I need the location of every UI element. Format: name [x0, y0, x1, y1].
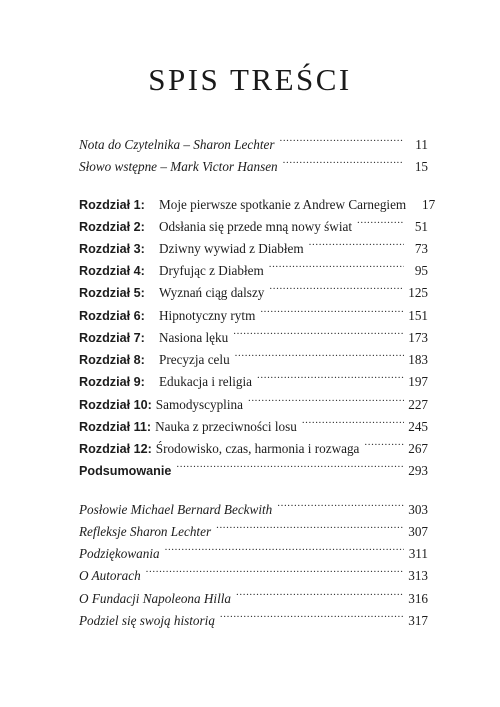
- chapter-title: Odsłania się przede mną nowy świat: [159, 219, 352, 234]
- toc-entry-title: Podsumowanie: [79, 464, 172, 478]
- chapter-title: Samodyscyplina: [155, 397, 243, 412]
- page-title: SPIS TREŚCI: [148, 62, 352, 97]
- toc-entry-chapter[interactable]: [79, 275, 428, 300]
- chapter-label: Rozdział 9:: [79, 375, 145, 389]
- toc-page-number: 73: [414, 241, 428, 256]
- toc-entry-summary[interactable]: [79, 453, 428, 478]
- toc-entry-title: Podziel się swoją historią: [79, 613, 215, 628]
- toc-entry-title: Posłowie Michael Bernard Beckwith: [79, 502, 273, 517]
- toc-leader-dots: [236, 581, 404, 603]
- toc-page-number: 17: [422, 197, 436, 212]
- toc-leader-dots: [364, 431, 404, 453]
- toc-page-number: 197: [408, 374, 428, 389]
- toc-entry-title: Słowo wstępne – Mark Victor Hansen: [79, 159, 278, 174]
- toc-page-number: 307: [408, 524, 428, 539]
- toc-entry-back[interactable]: [79, 581, 428, 606]
- toc-page-number: 151: [408, 308, 428, 323]
- toc-entry-back[interactable]: [79, 536, 428, 561]
- toc-page-number: 267: [408, 441, 428, 456]
- toc-page-number: 313: [408, 568, 428, 583]
- toc-leader-dots: [235, 342, 404, 364]
- toc-leader-dots: [248, 387, 404, 409]
- toc-leader-dots: [277, 492, 404, 514]
- toc-entry-chapter[interactable]: [79, 431, 428, 456]
- toc-leader-dots: [216, 514, 404, 536]
- toc-leader-dots: [165, 536, 404, 558]
- chapter-label: Rozdział 4:: [79, 264, 145, 278]
- toc-entry-back[interactable]: [79, 558, 428, 583]
- toc-page-number: 11: [415, 137, 428, 152]
- toc-leader-dots: [309, 231, 404, 253]
- toc-entry-chapter[interactable]: [79, 253, 428, 278]
- toc-entry-chapter[interactable]: [79, 231, 428, 256]
- toc-leader-dots: [302, 409, 404, 431]
- toc-entry-title: Nota do Czytelnika – Sharon Lechter: [79, 137, 275, 152]
- toc-leader-dots: [269, 275, 404, 297]
- chapter-title: Nasiona lęku: [159, 330, 229, 345]
- chapter-label: Rozdział 8:: [79, 353, 145, 367]
- toc-page-number: 15: [414, 159, 428, 174]
- toc-page-number: 227: [408, 397, 428, 412]
- toc-leader-dots: [357, 209, 404, 231]
- chapter-title: Edukacja i religia: [159, 374, 253, 389]
- toc-entry-title: O Autorach: [79, 568, 141, 583]
- chapter-label: Rozdział 12:: [79, 442, 152, 456]
- toc-page-number: 316: [408, 591, 428, 606]
- toc-entry-back[interactable]: [79, 514, 428, 539]
- toc-page-number: 293: [408, 463, 428, 478]
- chapter-title: Dryfując z Diabłem: [159, 263, 264, 278]
- toc-page-number: 245: [408, 419, 428, 434]
- toc-entry-chapter[interactable]: [79, 364, 428, 389]
- toc-page-number: 51: [414, 219, 428, 234]
- toc-entry-back[interactable]: [79, 603, 428, 628]
- toc-entry-front[interactable]: [79, 149, 428, 174]
- chapter-title: Środowisko, czas, harmonia i rozwaga: [155, 441, 360, 456]
- toc-page-number: 173: [408, 330, 428, 345]
- toc-entry-chapter[interactable]: [79, 298, 428, 323]
- toc-page-number: 311: [408, 546, 428, 561]
- toc-entry-back[interactable]: [79, 492, 428, 517]
- toc-entry-chapter[interactable]: [79, 320, 428, 345]
- toc-entry-title: Podziękowania: [79, 546, 160, 561]
- toc-entry-front[interactable]: [79, 127, 428, 152]
- chapter-label: Rozdział 2:: [79, 220, 145, 234]
- toc-leader-dots: [233, 320, 404, 342]
- toc-page-number: 317: [408, 613, 428, 628]
- toc-entry-chapter[interactable]: [79, 387, 428, 412]
- toc-leader-dots: [220, 603, 404, 625]
- toc-leader-dots: [257, 364, 404, 386]
- toc-leader-dots: [269, 253, 404, 275]
- toc-leader-dots: [176, 453, 404, 475]
- chapter-title: Hipnotyczny rytm: [159, 308, 256, 323]
- toc-page-number: 95: [414, 263, 428, 278]
- chapter-label: Rozdział 3:: [79, 242, 145, 256]
- toc-entry-chapter[interactable]: [79, 342, 428, 367]
- chapter-title: Wyznań ciąg dalszy: [159, 285, 265, 300]
- chapter-label: Rozdział 5:: [79, 286, 145, 300]
- chapter-title: Precyzja celu: [159, 352, 230, 367]
- toc-leader-dots: [283, 149, 404, 171]
- chapter-label: Rozdział 1:: [79, 198, 145, 212]
- chapter-label: Rozdział 10:: [79, 398, 152, 412]
- toc-page-number: 125: [408, 285, 428, 300]
- chapter-label: Rozdział 6:: [79, 309, 145, 323]
- toc-page-number: 183: [408, 352, 428, 367]
- chapter-label: Rozdział 7:: [79, 331, 145, 345]
- toc-entry-chapter[interactable]: [79, 209, 428, 234]
- toc-entry-chapter[interactable]: [79, 187, 436, 212]
- chapter-label: Rozdział 11:: [79, 420, 152, 434]
- toc-entry-title: Refleksje Sharon Lechter: [79, 524, 212, 539]
- toc-entry-title: O Fundacji Napoleona Hilla: [79, 591, 232, 606]
- toc-leader-dots: [279, 127, 404, 149]
- toc-page-number: 303: [408, 502, 428, 517]
- toc-entry-chapter[interactable]: [79, 409, 428, 434]
- toc-leader-dots: [260, 298, 404, 320]
- chapter-title: Nauka z przeciwności losu: [155, 419, 297, 434]
- chapter-title: Moje pierwsze spotkanie z Andrew Carnegiem: [159, 197, 407, 212]
- toc-leader-dots: [146, 558, 404, 580]
- chapter-title: Dziwny wywiad z Diabłem: [159, 241, 304, 256]
